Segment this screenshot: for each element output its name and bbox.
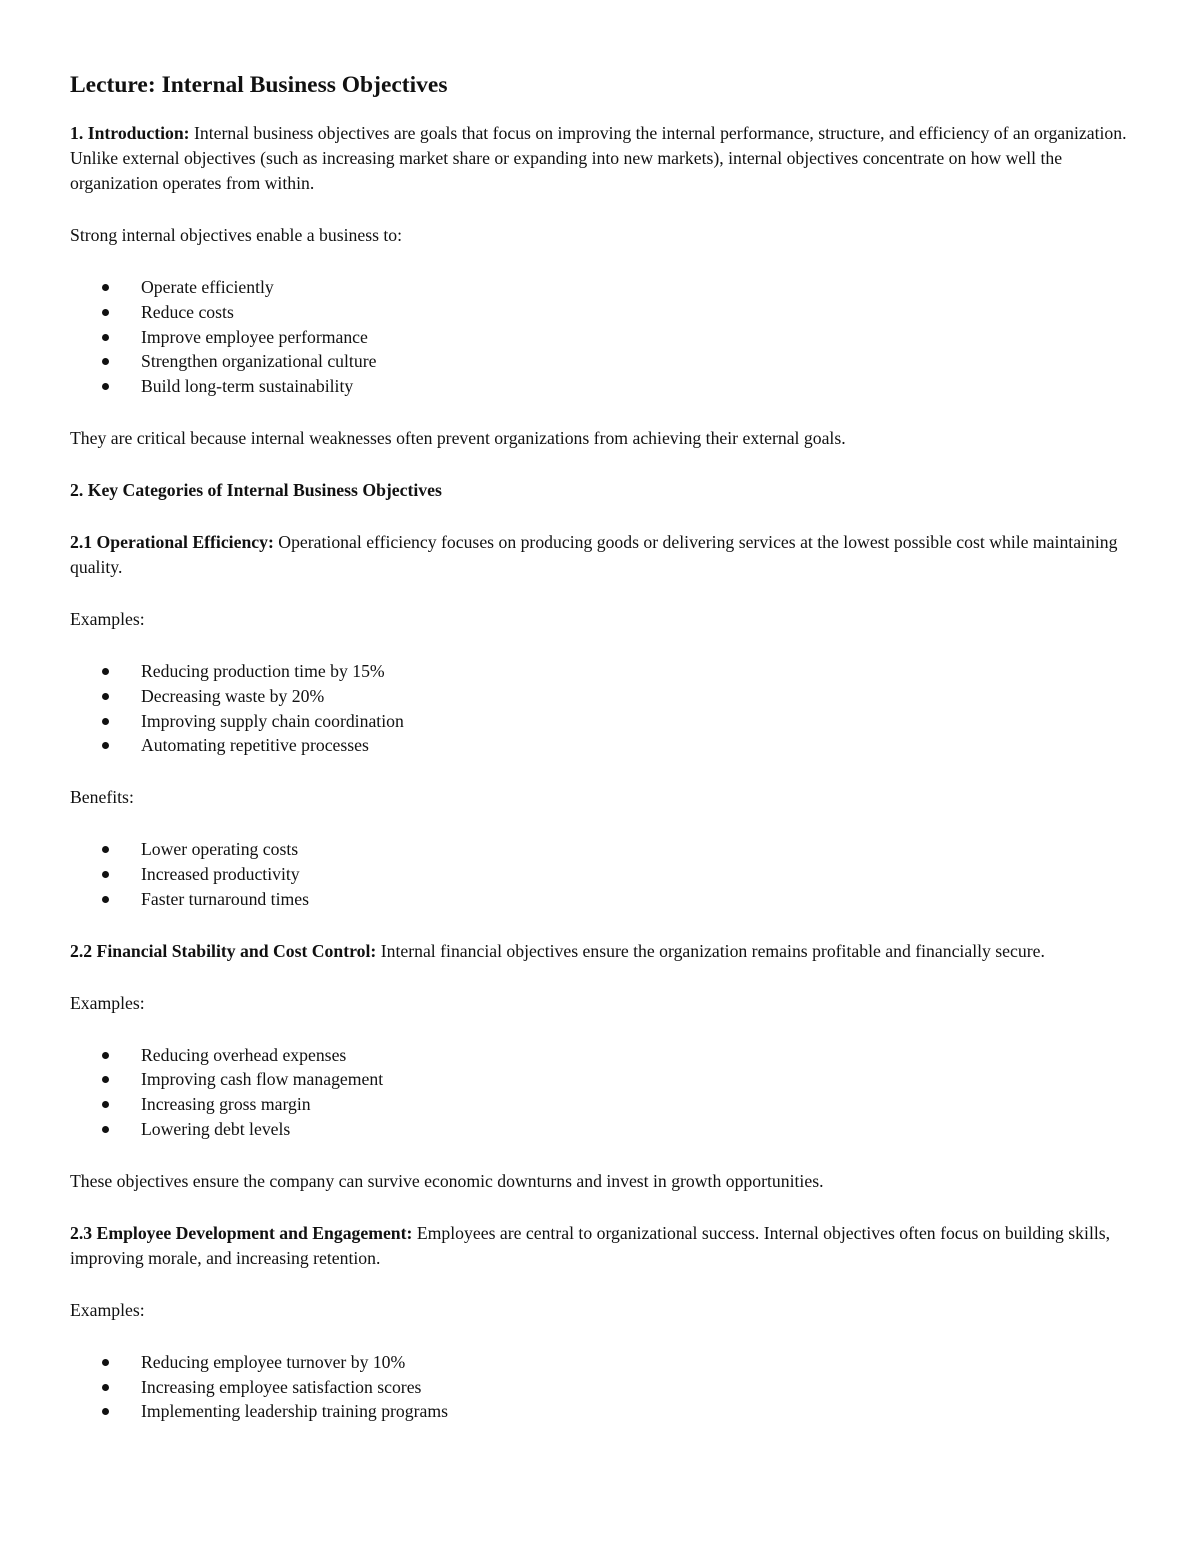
section-2-1-benefits-label: Benefits: <box>70 787 134 808</box>
section-2-1-examples-label: Examples: <box>70 608 145 629</box>
list-item: Improve employee performance <box>70 325 1132 350</box>
section-2-2-closing: These objectives ensure the company can survive economic downturns and invest in growth opportunities. <box>70 1170 824 1191</box>
section-2-1-paragraph <box>70 530 1132 580</box>
section-2-1-text: Operational efficiency focuses on producing goods or delivering services at the lowest possible cost while maintaining quality. <box>70 531 1118 577</box>
list-item: Increasing employee satisfaction scores <box>70 1375 1132 1400</box>
bullet-icon <box>102 1126 109 1133</box>
bullet-icon <box>102 383 109 390</box>
bullet-icon <box>102 896 109 903</box>
bullet-icon <box>102 284 109 291</box>
list-item: Increased productivity <box>70 862 1132 887</box>
list-item: Lowering debt levels <box>70 1117 1132 1142</box>
section-2-2-label: 2.2 Financial Stability and Cost Control: <box>70 940 377 961</box>
section-2-3-paragraph <box>70 1221 1132 1271</box>
intro-label: 1. Introduction: <box>70 123 190 143</box>
list-item: Operate efficiently <box>70 275 1132 300</box>
section-2-3-label: 2.3 Employee Development and Engagement: <box>70 1222 413 1243</box>
bullet-icon <box>102 668 109 675</box>
list-item: Improving cash flow management <box>70 1067 1132 1092</box>
bullet-icon <box>102 742 109 749</box>
bullet-icon <box>102 846 109 853</box>
bullet-icon <box>102 358 109 365</box>
section-2-2-text: Internal financial objectives ensure the organization remains profitable and financially secure. <box>380 940 1045 961</box>
list-item: Faster turnaround times <box>70 887 1132 912</box>
bullet-icon <box>102 1052 109 1059</box>
bullet-icon <box>102 718 109 725</box>
bullet-icon <box>102 1101 109 1108</box>
list-item: Reducing overhead expenses <box>70 1043 1132 1068</box>
intro-paragraph <box>70 121 1132 196</box>
section-2-3-examples-label: Examples: <box>70 1299 145 1320</box>
strong-objectives-list <box>70 275 1132 399</box>
list-item: Lower operating costs <box>70 837 1132 862</box>
list-item: Improving supply chain coordination <box>70 709 1132 734</box>
document-title: Lecture: Internal Business Objectives <box>70 72 448 98</box>
strong-objectives-intro: Strong internal objectives enable a business to: <box>70 225 403 245</box>
list-item: Strengthen organizational culture <box>70 349 1132 374</box>
section-2-1-label: 2.1 Operational Efficiency: <box>70 531 274 552</box>
list-item: Decreasing waste by 20% <box>70 684 1132 709</box>
list-item: Automating repetitive processes <box>70 733 1132 758</box>
section-2-heading: 2. Key Categories of Internal Business Objectives <box>70 479 442 500</box>
list-item: Implementing leadership training programs <box>70 1399 1132 1424</box>
list-item: Build long-term sustainability <box>70 374 1132 399</box>
section-2-1-examples-list <box>70 659 1132 758</box>
section-2-2-examples-label: Examples: <box>70 992 145 1013</box>
critical-paragraph: They are critical because internal weaknesses often prevent organizations from achieving their external goals. <box>70 427 846 448</box>
bullet-icon <box>102 1384 109 1391</box>
bullet-icon <box>102 1408 109 1415</box>
intro-text: Internal business objectives are goals that focus on improving the internal performance, structure, and efficiency of an organization. Unlike external objectives (such as increasing market share or expanding into new markets), internal objectives concentrate on how well the organization operates from within. <box>70 123 1127 193</box>
list-item: Reduce costs <box>70 300 1132 325</box>
bullet-icon <box>102 309 109 316</box>
section-2-2-examples-list <box>70 1043 1132 1142</box>
list-item: Reducing employee turnover by 10% <box>70 1350 1132 1375</box>
bullet-icon <box>102 871 109 878</box>
list-item: Reducing production time by 15% <box>70 659 1132 684</box>
bullet-icon <box>102 334 109 341</box>
section-2-2-paragraph <box>70 939 1132 964</box>
document-page <box>70 70 1132 1451</box>
bullet-icon <box>102 693 109 700</box>
list-item: Increasing gross margin <box>70 1092 1132 1117</box>
bullet-icon <box>102 1359 109 1366</box>
bullet-icon <box>102 1076 109 1083</box>
section-2-3-text: Employees are central to organizational success. Internal objectives often focus on building skills, improving morale, and increasing retention. <box>70 1222 1111 1268</box>
section-2-1-benefits-list <box>70 837 1132 911</box>
section-2-3-examples-list <box>70 1350 1132 1424</box>
